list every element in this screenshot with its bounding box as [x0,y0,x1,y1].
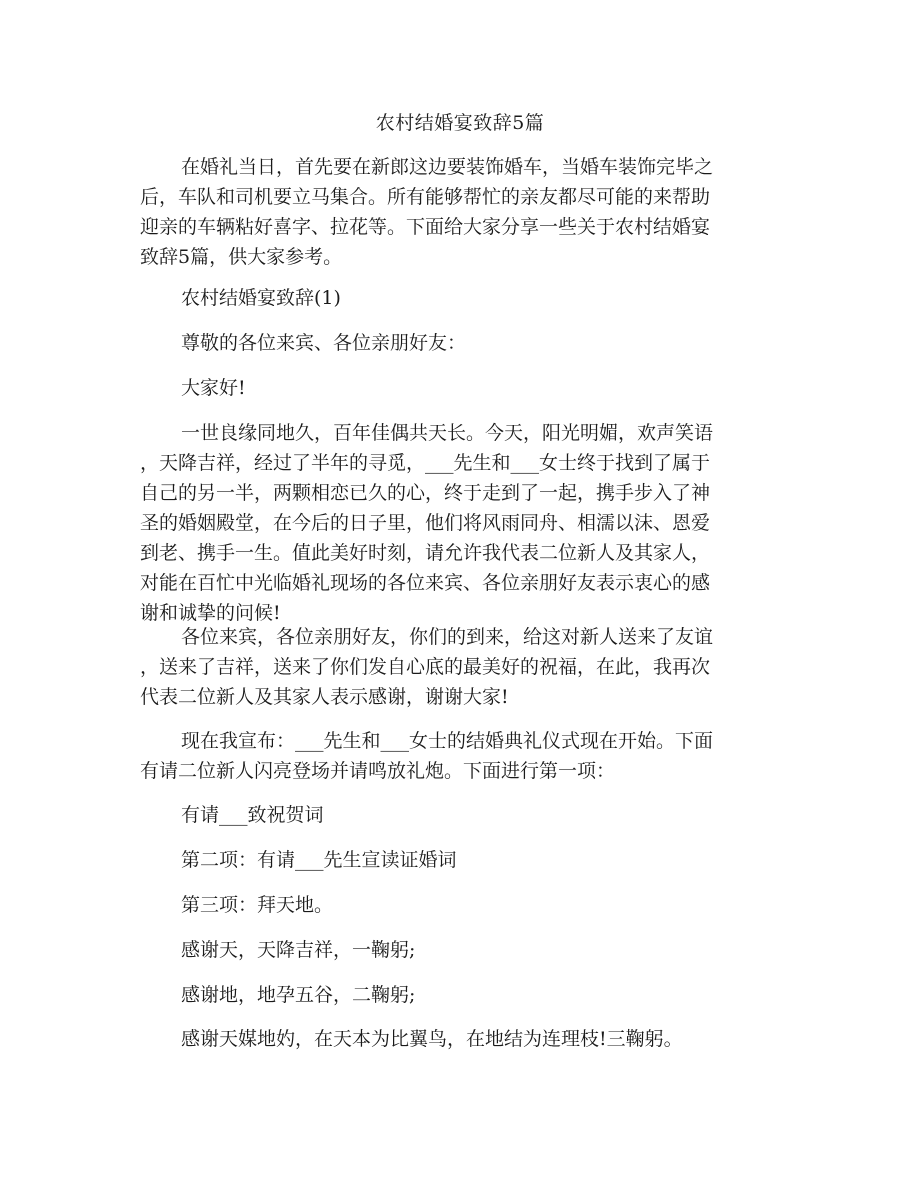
paragraph-line: 一世良缘同地久，百年佳偶共天长。今天，阳光明媚，欢声笑语 [181,422,714,444]
greeting: 大家好! [181,377,246,399]
paragraph-line: 圣的婚姻殿堂，在今后的日子里，他们将风雨同舟、相濡以沫、恩爱 [140,512,711,534]
paragraph-line: 自己的另一半，两颗相恋已久的心，终于走到了一起，携手步入了神 [140,482,711,504]
section-heading: 农村结婚宴致辞(1) [181,287,341,309]
paragraph-line: 各位来宾，各位亲朋好友，你们的到来，给这对新人送来了友谊 [181,626,714,648]
ceremony-item-two: 第二项：有请___先生宣读证婚词 [181,849,457,871]
intro-line: 致辞5篇，供大家参考。 [140,246,343,268]
intro-line: 迎亲的车辆粘好喜字、拉花等。下面给大家分享一些关于农村结婚宴 [140,216,711,238]
paragraph-line: ，送来了吉祥，送来了你们发自心底的最美好的祝福，在此，我再次 [140,656,711,678]
paragraph-line: 现在我宣布：___先生和___女士的结婚典礼仪式现在开始。下面 [181,730,714,752]
intro-line: 在婚礼当日，首先要在新郎这边要装饰婚车，当婚车装饰完毕之 [181,156,714,178]
salutation: 尊敬的各位来宾、各位亲朋好友： [181,332,467,354]
bow-line-three: 感谢天媒地妁，在天本为比翼鸟，在地结为连理枝!三鞠躬。 [181,1028,683,1050]
paragraph-line: 对能在百忙中光临婚礼现场的各位来宾、各位亲朋好友表示衷心的感 [140,572,711,594]
ceremony-item-one: 有请___致祝贺词 [181,804,324,826]
document-title: 农村结婚宴致辞5篇 [375,112,545,134]
paragraph-two [140,622,780,712]
paragraph-three [140,726,780,786]
paragraph-line: 谢和诚挚的问候! [140,602,281,624]
paragraph-line: 到老、携手一生。值此美好时刻，请允许我代表二位新人及其家人， [140,542,711,564]
paragraph-one [140,418,780,628]
paragraph-line: 代表二位新人及其家人表示感谢，谢谢大家! [140,686,509,708]
bow-line-two: 感谢地，地孕五谷，二鞠躬; [181,984,416,1006]
ceremony-item-three: 第三项：拜天地。 [181,894,334,916]
intro-paragraph [140,152,780,272]
bow-line-one: 感谢天，天降吉祥，一鞠躬; [181,939,416,961]
paragraph-line: 有请二位新人闪亮登场并请鸣放礼炮。下面进行第一项： [140,760,616,782]
intro-line: 后，车队和司机要立马集合。所有能够帮忙的亲友都尽可能的来帮助 [140,186,711,208]
paragraph-line: ，天降吉祥，经过了半年的寻觅，___先生和___女士终于找到了属于 [140,452,711,474]
